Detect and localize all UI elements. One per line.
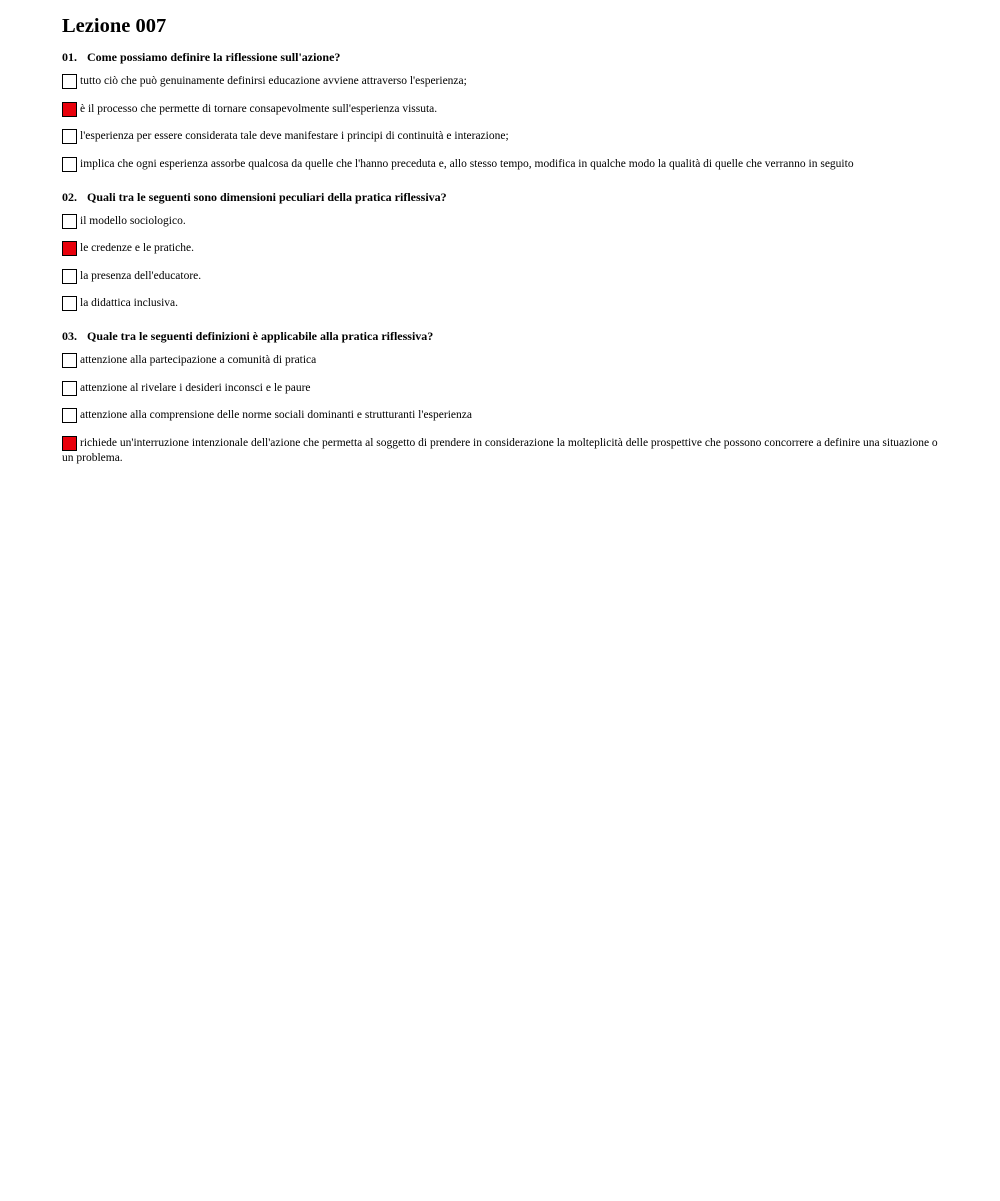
question-text: Come possiamo definire la riflessione sull'azione? bbox=[87, 50, 341, 64]
answer-text: implica che ogni esperienza assorbe qualcosa da quelle che l'hanno preceduta e, allo stesso tempo, modifica in qualche modo la qualità di quelle che verranno in seguito bbox=[80, 157, 854, 170]
answer-option bbox=[62, 381, 938, 396]
checkbox[interactable] bbox=[62, 157, 77, 172]
answer-text: la presenza dell'educatore. bbox=[80, 269, 202, 282]
answer-text: è il processo che permette di tornare consapevolmente sull'esperienza vissuta. bbox=[80, 102, 438, 115]
question-number: 02. bbox=[62, 189, 77, 204]
question-text: Quale tra le seguenti definizioni è applicabile alla pratica riflessiva? bbox=[87, 329, 434, 343]
checkbox[interactable] bbox=[62, 74, 77, 89]
checkbox[interactable] bbox=[62, 214, 77, 229]
answer-option bbox=[62, 102, 938, 117]
checkbox[interactable] bbox=[62, 296, 77, 311]
checkbox[interactable] bbox=[62, 381, 77, 396]
answer-option bbox=[62, 214, 938, 229]
question-heading bbox=[62, 190, 938, 204]
answer-option bbox=[62, 129, 938, 144]
checkbox[interactable] bbox=[62, 353, 77, 368]
question-number: 03. bbox=[62, 329, 77, 343]
checkbox-checked[interactable] bbox=[62, 102, 77, 117]
question-heading bbox=[62, 329, 938, 343]
question-block bbox=[62, 50, 938, 172]
checkbox[interactable] bbox=[62, 269, 77, 284]
answer-option bbox=[62, 269, 938, 284]
answer-text: le credenze e le pratiche. bbox=[80, 242, 194, 254]
answer-option bbox=[62, 296, 938, 311]
question-number: 01. bbox=[62, 50, 77, 64]
question-block bbox=[62, 329, 938, 466]
answer-text: l'esperienza per essere considerata tale deve manifestare i principi di continuità e interazione; bbox=[80, 130, 509, 142]
question-list bbox=[62, 50, 938, 466]
document-page bbox=[62, 14, 938, 484]
answer-option bbox=[62, 157, 938, 172]
answer-text: attenzione al rivelare i desideri inconsci e le paure bbox=[80, 381, 311, 394]
answer-option bbox=[62, 241, 938, 256]
question-block bbox=[62, 190, 938, 312]
answer-option bbox=[62, 408, 938, 423]
answer-text: la didattica inclusiva. bbox=[80, 297, 179, 309]
checkbox[interactable] bbox=[62, 408, 77, 423]
answer-text: attenzione alla comprensione delle norme sociali dominanti e strutturanti l'esperienza bbox=[80, 409, 472, 421]
question-heading bbox=[62, 50, 938, 64]
checkbox-checked[interactable] bbox=[62, 241, 77, 256]
answer-text: attenzione alla partecipazione a comunità di pratica bbox=[80, 354, 317, 366]
answer-option bbox=[62, 436, 938, 466]
lesson-title: Lezione 007 bbox=[62, 15, 167, 37]
answer-text: il modello sociologico. bbox=[80, 214, 186, 227]
checkbox[interactable] bbox=[62, 129, 77, 144]
answer-text: tutto ciò che può genuinamente definirsi educazione avviene attraverso l'esperienza; bbox=[80, 75, 467, 87]
answer-option bbox=[62, 74, 938, 89]
answer-text: richiede un'interruzione intenzionale dell'azione che permetta al soggetto di prendere in considerazione la molteplicità delle prospettive che possono concorrere a definire una situazione o un problema. bbox=[62, 436, 938, 464]
checkbox-checked[interactable] bbox=[62, 436, 77, 451]
question-text: Quali tra le seguenti sono dimensioni peculiari della pratica riflessiva? bbox=[87, 189, 447, 204]
answer-option bbox=[62, 353, 938, 368]
